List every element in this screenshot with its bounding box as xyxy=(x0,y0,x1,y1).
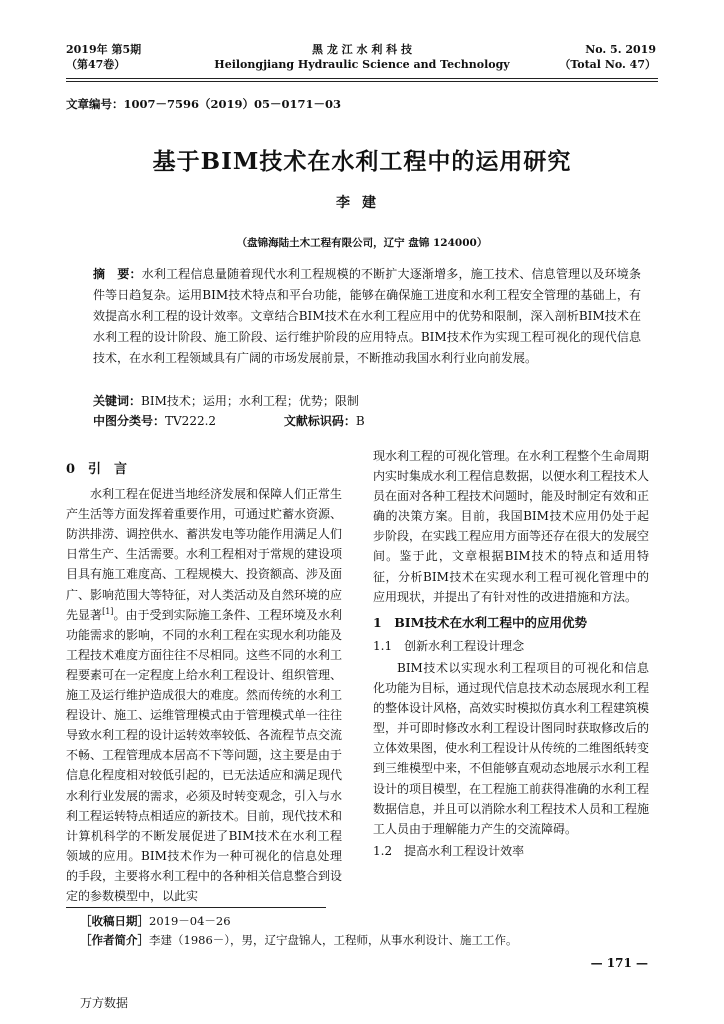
affiliation: （盘锦海陆土木工程有限公司，辽宁 盘锦 124000） xyxy=(236,237,488,249)
volume-number: （第47卷） xyxy=(66,58,126,71)
issue-number-en: No. 5. 2019 xyxy=(585,43,656,56)
received-date xyxy=(80,912,231,930)
section-1-1-heading: 1.1 创新水利工程设计理念 xyxy=(373,638,525,653)
paper-title: 基于BIM技术在水利工程中的运用研究 xyxy=(152,148,572,175)
total-number-en: （Total No. 47） xyxy=(559,58,656,71)
header-rule xyxy=(66,78,658,79)
received-label: ［收稿日期］ xyxy=(80,914,149,928)
keywords xyxy=(93,391,359,411)
author-name: 李建 xyxy=(336,195,388,211)
author-bio-label: ［作者简介］ xyxy=(80,933,149,947)
keywords-text: BIM技术；运用；水利工程；优势；限制 xyxy=(141,394,359,408)
abstract-label: 摘 要： xyxy=(93,267,142,281)
intro-text-part2: 。由于受到实际施工条件、工程环境及水利功能需求的影响，不同的水利工程在实现水利功能及工程技术难度方面往往不尽相同。这些不同的水利工程要素可在一定程度上给水利工程设计、组织管理、施工及运行维护造成很大的难度。然而传统的水利工程设计、施工、运维管理模式由于管理模式单一往往导致水利工程的设计运转效率较低、各流程节点交流不畅、工程管理成本居高不下等问题，这主要是由于信息化程度相对较低引起的，已无法适应和满足现代水利行业发展的需求，必须及时转变观念，引入与水利工程运转特点相适应的新技术。目前，现代技术和计算机科学的不断发展促进了BIM技术在水利工程领域的应用。BIM技术作为一种可视化的信息处理的手段，主要将水利工程中的各种相关信息整合到设定的参数模型中，以此实 xyxy=(66,607,343,903)
doc-code-value: B xyxy=(355,414,365,428)
section-0-heading: 0 引 言 xyxy=(66,462,128,477)
right-column xyxy=(373,446,649,863)
abstract-text: 水利工程信息量随着现代水利工程规模的不断扩大逐渐增多，施工技术、信息管理以及环境条件等日趋复杂。运用BIM技术特点和平台功能，能够在确保施工进度和水利工程安全管理的基础上，有效提高水利工程的设计效率。文章结合BIM技术在水利工程应用中的优势和限制，深入剖析BIM技术在水利工程的设计阶段、施工阶段、运行维护阶段的应用特点。BIM技术作为实现工程可视化的现代信息技术，在水利工程领域具有广阔的市场发展前景，不断推动我国水利行业向前发展。 xyxy=(93,267,641,365)
citation-ref[interactable]: [1] xyxy=(102,606,114,616)
journal-issue-right xyxy=(559,42,656,72)
section-1-heading: 1 BIM技术在水利工程中的应用优势 xyxy=(373,614,587,630)
article-number: 文章编号：1007－7596（2019）05－0171－03 xyxy=(66,97,342,111)
page-number: — 171 — xyxy=(590,956,648,970)
clc-value: TV222.2 xyxy=(165,414,217,428)
intro-continued: 现水利工程的可视化管理。在水利工程整个生命周期内实时集成水利工程信息数据，以便水利工程技术人员在面对各种工程技术问题时，能及时制定有效和正确的决策方案。目前，我国BIM技术应用仍处于起步阶段，在实践工程应用方面等还存在很大的发展空间。鉴于此，文章根据BIM技术的特点和适用特征，分析BIM技术在实现水利工程可视化管理中的应用现状，并提出了有针对性的改进措施和方法。 xyxy=(373,449,650,604)
received-value: 2019－04－26 xyxy=(149,914,231,928)
clc-label: 中图分类号： xyxy=(93,414,166,428)
header-rule-thin xyxy=(66,81,658,82)
classification xyxy=(93,411,365,431)
doc-code-label: 文献标识码： xyxy=(283,414,356,428)
source-watermark: 万方数据 xyxy=(80,996,129,1010)
journal-name-en: Heilongjiang Hydraulic Science and Technology xyxy=(214,58,510,71)
section-1-2-heading: 1.2 提高水利工程设计效率 xyxy=(373,843,525,858)
journal-name-cn: 黑 龙 江 水 利 科 技 xyxy=(312,43,412,56)
keywords-label: 关键词： xyxy=(93,394,142,408)
left-column xyxy=(66,460,342,906)
issue-year-number: 2019年 第5期 xyxy=(66,43,142,56)
section-1-1-paragraph: BIM技术以实现水利工程项目的可视化和信息化功能为目标，通过现代信息技术动态展现水利工程的整体设计风格，高效实时模拟仿真水利工程建筑模型，并可即时修改水利工程设计图同时获取修改后的立体效果图，使水利工程设计从传统的二维图纸转变到三维模型中来，不但能够直观动态地展示水利工程设计的项目模型，在工程施工前获得准确的水利工程数据信息，并且可以消除水利工程技术人员和工程施工人员由于理解能力产生的交流障碍。 xyxy=(373,660,650,836)
abstract xyxy=(93,264,641,369)
author-bio-value: 李建（1986－），男，辽宁盘锦人，工程师，从事水利设计、施工工作。 xyxy=(149,933,518,947)
intro-text-part1: 水利工程在促进当地经济发展和保障人们正常生产生活等方面发挥着重要作用，可通过贮蓄水资源、防洪排涝、调控供水、蓄洪发电等功能作用满足人们日常生产、生活需要。水利工程相对于常规的建设项目具有施工难度高、工程规模大、投资额高、涉及面广、影响范围大等特征，对人类活动及自然环境的应先显著 xyxy=(66,487,343,622)
author-bio xyxy=(80,931,518,949)
footnote-rule xyxy=(66,907,326,908)
intro-paragraph xyxy=(66,484,342,906)
